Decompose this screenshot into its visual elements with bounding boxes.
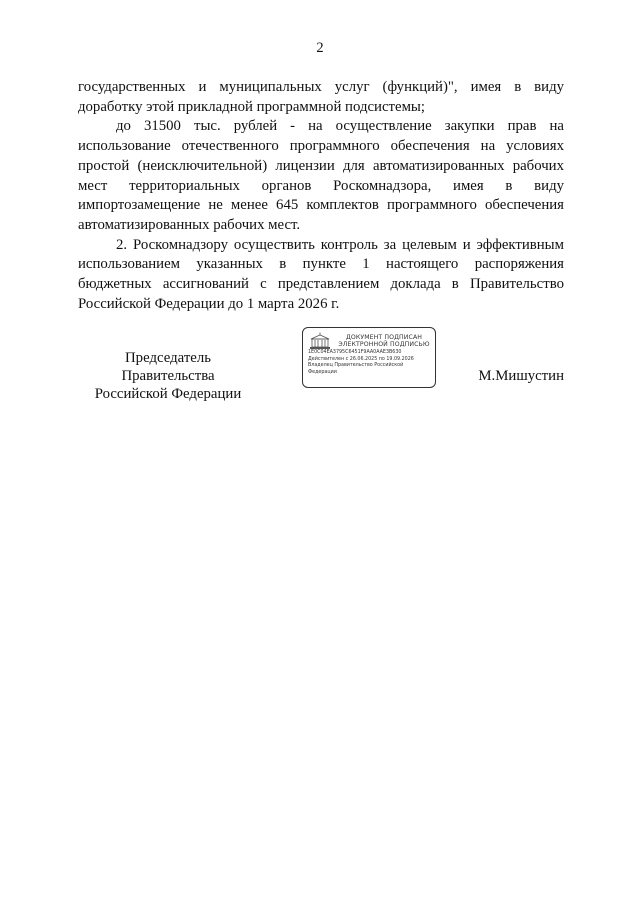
signer-name: М.Мишустин [478,368,564,384]
paragraph-control-clause: 2. Роскомнадзору осуществить контроль за целевым и эффективным использованием указанных в пункте 1 настоящего распоряжения бюджетных ассигнований с представлением доклада в Правительство Российской Федерации до 1 марта 2026 г. [78,236,564,312]
page-number: 2 [316,40,324,56]
stamp-validity: Действителен с 26.06.2025 по 19.09.2026 [308,356,414,362]
stamp-certificate-number: 1E0C04EA3795C6451F9AA0AAE3B630 [308,350,402,355]
signatory-title [78,349,258,403]
stamp-title-line1: ДОКУМЕНТ ПОДПИСАН [345,333,423,341]
stamp-title [338,334,430,349]
signatory-title-line2: Российской Федерации [94,386,242,402]
paragraph-continuation: государственных и муниципальных услуг (функций)", имея в виду доработку этой прикладной программной подсистемы; [78,79,564,115]
paragraph-funding-item: до 31500 тыс. рублей - на осуществление закупки прав на использование отечественного программного обеспечения на условиях простой (неисключительной) лицензии для автоматизированных рабочих мест территориальных органов Роскомнадзора, имея в виду импортозамещение не менее 645 комплектов программного обеспечения автоматизированных рабочих мест. [78,118,564,233]
government-building-emblem-icon [308,332,332,350]
stamp-header [308,332,430,350]
document-body [78,78,564,314]
signatory-title-line1: Председатель Правительства [121,350,215,384]
stamp-owner-line2: Федерации [308,369,337,375]
stamp-owner-line1: Владелец Правительство Российской [308,363,404,369]
electronic-signature-stamp [302,327,436,388]
stamp-title-line2: ЭЛЕКТРОННОЙ ПОДПИСЬЮ [338,341,430,348]
